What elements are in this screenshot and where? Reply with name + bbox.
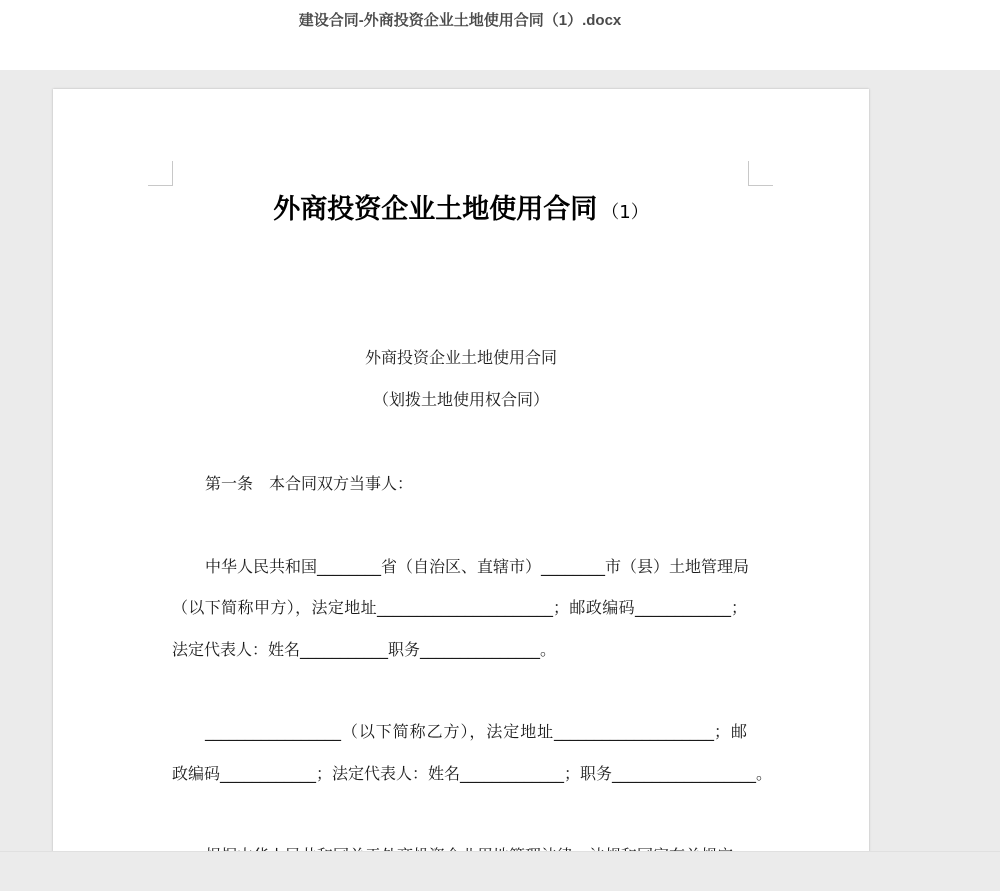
- title-bar: [0, 0, 1000, 70]
- margin-mark-top-left: [148, 161, 173, 186]
- margin-mark-top-right: [748, 161, 773, 186]
- document-heading: [53, 187, 869, 226]
- contract-subtitle-type: （划拨土地使用权合同）: [372, 390, 549, 409]
- heading-suffix: （1）: [601, 202, 649, 223]
- contract-subtitle: 外商投资企业土地使用合同: [364, 348, 557, 367]
- bottom-bar: [0, 851, 1000, 891]
- article-1-heading: 第一条 本合同双方当事人：: [205, 474, 414, 493]
- party-b-line-2: 政编码____________；法定代表人：姓名_____________；职务__________________。: [172, 764, 773, 783]
- party-a-line-3: 法定代表人：姓名___________职务_______________。: [172, 640, 557, 659]
- party-a-line-1: 中华人民共和国________省（自治区、直辖市）________市（县）土地管理局: [205, 557, 750, 576]
- party-b-line-1: _________________（以下简称乙方），法定地址____________________；邮: [205, 722, 747, 741]
- document-page[interactable]: [53, 89, 869, 879]
- party-a-line-2: （以下简称甲方），法定地址______________________；邮政编码____________；: [172, 598, 747, 617]
- heading-main: 外商投资企业土地使用合同: [273, 194, 598, 225]
- document-title: 建设合同-外商投资企业土地使用合同（1）.docx: [298, 12, 622, 29]
